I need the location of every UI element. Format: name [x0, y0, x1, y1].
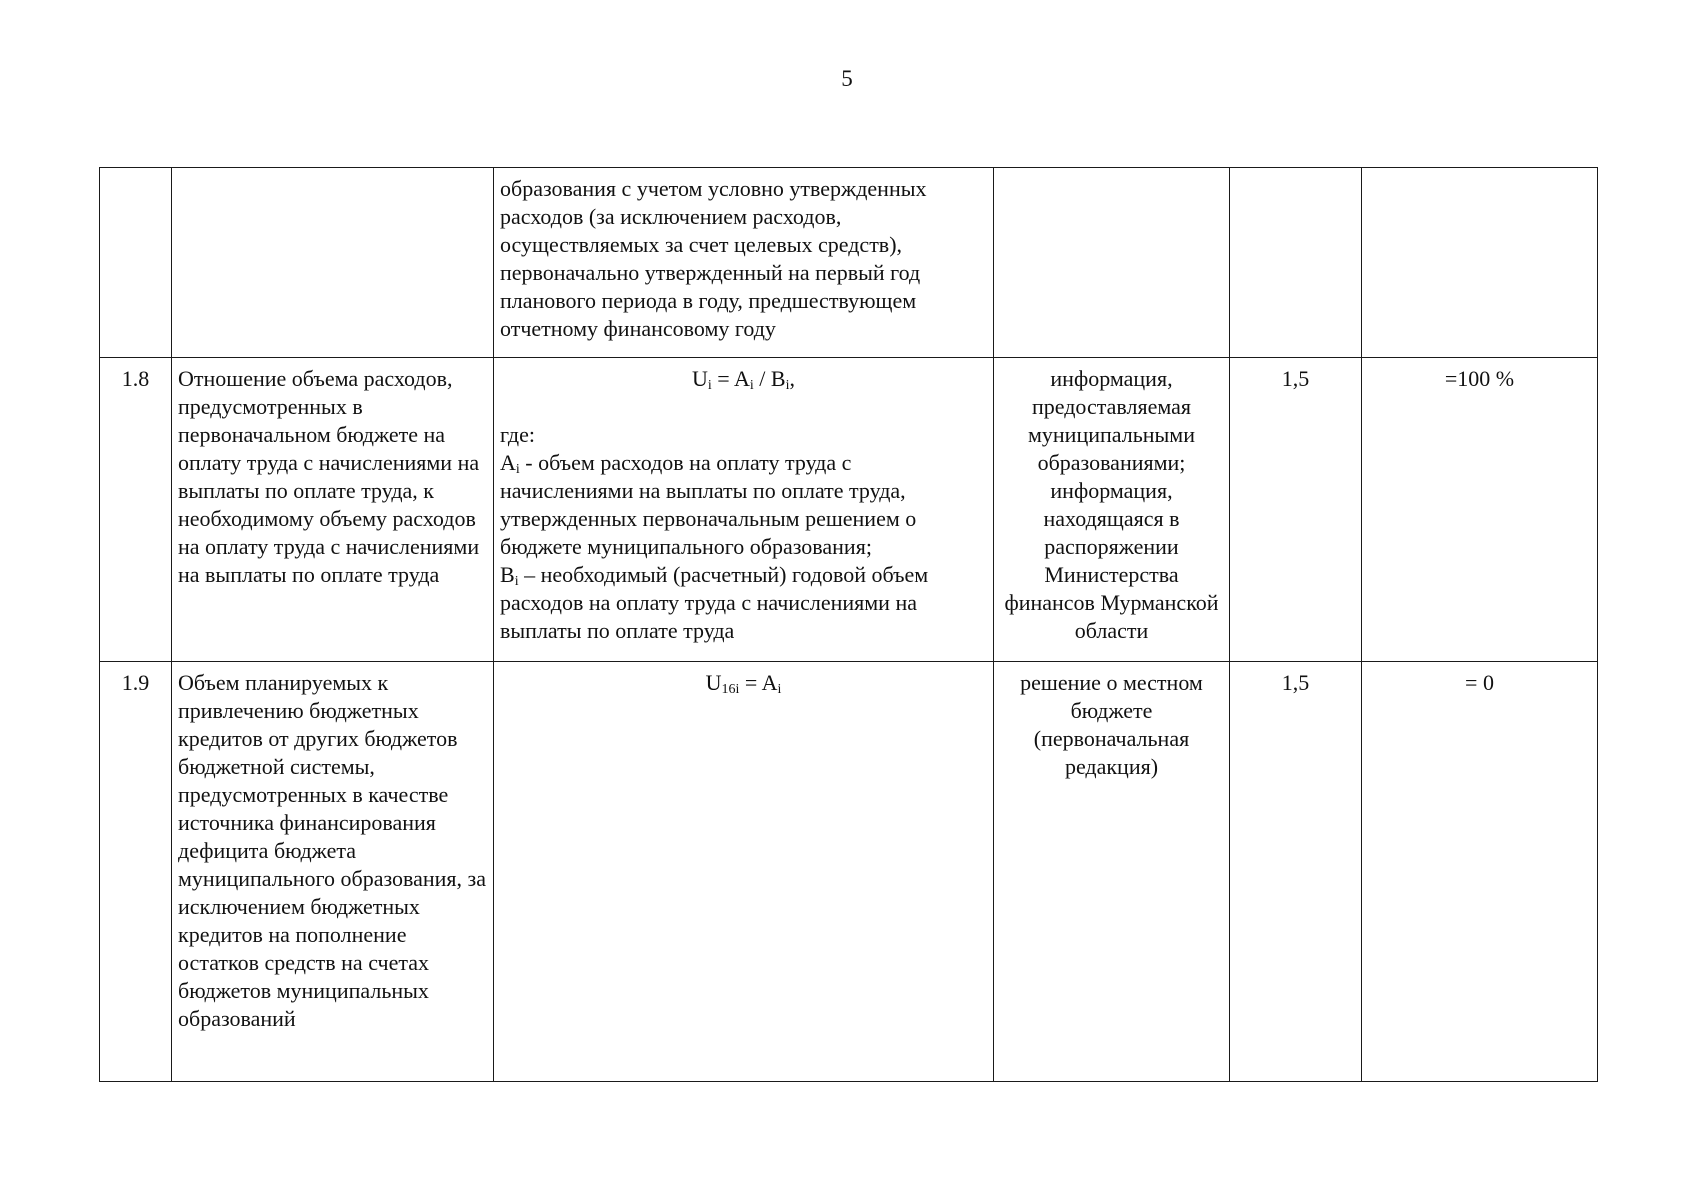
formula-cell: [494, 662, 994, 1082]
formula-cell: [494, 358, 994, 662]
definition-b: $B_i$ – необходимый (расчетный) годовой объем расходов на оплату труда с начислениями на выплаты по оплате труда: [500, 562, 929, 643]
source-cell: решение о местном бюджете (первоначальная редакция): [994, 662, 1230, 1082]
row-number-cell: 1.9: [100, 662, 172, 1082]
page-number: 5: [841, 66, 853, 91]
formula-cell: образования с учетом условно утвержденных расходов (за исключением расходов, осуществляемых за счет целевых средств), первоначально утвержденный на первый год планового периода в году, предшествующем отчетному финансовому году: [494, 168, 994, 358]
table-row: [100, 662, 1598, 1082]
weight-cell: 1,5: [1230, 662, 1362, 1082]
table-row: [100, 168, 1598, 358]
where-label: где:: [500, 422, 535, 447]
formula-expression: $U_i = A_i / B_i$,: [692, 366, 795, 393]
weight-cell: [1230, 168, 1362, 358]
row-number-cell: 1.8: [100, 358, 172, 662]
source-cell: информация, предоставляемая муниципальными образованиями; информация, находящаяся в распоряжении Министерства финансов Мурманской области: [994, 358, 1230, 662]
row-number-cell: [100, 168, 172, 358]
indicator-name-cell: Объем планируемых к привлечению бюджетных кредитов от других бюджетов бюджетной системы, предусмотренных в качестве источника финансирования дефицита бюджета муниципального образования, за исключением бюджетных кредитов на пополнение остатков средств на счетах бюджетов муниципальных образований: [172, 662, 494, 1082]
criteria-table: [99, 167, 1598, 1082]
indicator-name-cell: [172, 168, 494, 358]
table-row: [100, 358, 1598, 662]
target-value-cell: = 0: [1362, 662, 1598, 1082]
target-value-cell: [1362, 168, 1598, 358]
weight-cell: 1,5: [1230, 358, 1362, 662]
source-cell: [994, 168, 1230, 358]
target-value-cell: =100 %: [1362, 358, 1598, 662]
formula-expression: $U_{16i} = A_i$: [705, 670, 782, 697]
indicator-name-cell: Отношение объема расходов, предусмотренных в первоначальном бюджете на оплату труда с начислениями на выплаты по оплате труда, к необходимому объему расходов на оплату труда с начислениями на выплаты по оплате труда: [172, 358, 494, 662]
definition-a: $A_i$ - объем расходов на оплату труда с начислениями на выплаты по оплате труда, утвержденных первоначальным решением о бюджете муниципального образования;: [500, 450, 917, 559]
